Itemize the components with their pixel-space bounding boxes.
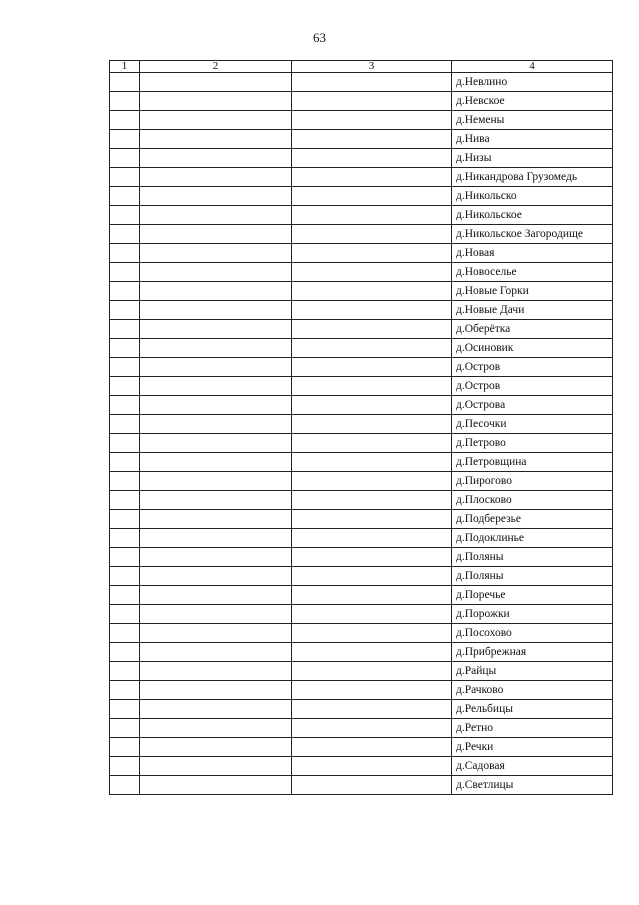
empty-cell-col-1: [110, 510, 140, 529]
empty-cell-col-3: [292, 73, 452, 92]
empty-cell-col-1: [110, 168, 140, 187]
empty-cell-col-3: [292, 320, 452, 339]
table-row: [110, 73, 613, 92]
settlement-name-cell: д.Петрово: [452, 434, 613, 453]
empty-cell-col-1: [110, 453, 140, 472]
empty-cell-col-1: [110, 206, 140, 225]
empty-cell-col-3: [292, 719, 452, 738]
settlement-name-cell: д.Подоклинье: [452, 529, 613, 548]
empty-cell-col-3: [292, 206, 452, 225]
empty-cell-col-1: [110, 662, 140, 681]
table-row: [110, 510, 613, 529]
empty-cell-col-3: [292, 567, 452, 586]
empty-cell-col-1: [110, 149, 140, 168]
empty-cell-col-2: [140, 73, 292, 92]
empty-cell-col-2: [140, 453, 292, 472]
empty-cell-col-3: [292, 605, 452, 624]
table-row: [110, 130, 613, 149]
empty-cell-col-1: [110, 225, 140, 244]
table-row: [110, 282, 613, 301]
empty-cell-col-2: [140, 586, 292, 605]
settlement-name-cell: д.Острова: [452, 396, 613, 415]
empty-cell-col-3: [292, 377, 452, 396]
table-row: [110, 187, 613, 206]
settlement-name-cell: д.Порожки: [452, 605, 613, 624]
settlement-name-cell: д.Поляны: [452, 567, 613, 586]
empty-cell-col-1: [110, 263, 140, 282]
empty-cell-col-2: [140, 130, 292, 149]
empty-cell-col-3: [292, 130, 452, 149]
empty-cell-col-3: [292, 149, 452, 168]
empty-cell-col-2: [140, 757, 292, 776]
empty-cell-col-3: [292, 548, 452, 567]
settlement-name-cell: д.Райцы: [452, 662, 613, 681]
settlement-name-cell: д.Невлино: [452, 73, 613, 92]
empty-cell-col-1: [110, 738, 140, 757]
empty-cell-col-2: [140, 719, 292, 738]
settlement-name-cell: д.Прибрежная: [452, 643, 613, 662]
empty-cell-col-1: [110, 301, 140, 320]
empty-cell-col-3: [292, 586, 452, 605]
empty-cell-col-2: [140, 776, 292, 795]
empty-cell-col-2: [140, 206, 292, 225]
table-row: [110, 681, 613, 700]
empty-cell-col-1: [110, 358, 140, 377]
empty-cell-col-2: [140, 358, 292, 377]
settlement-name-cell: д.Новоселье: [452, 263, 613, 282]
table-row: [110, 567, 613, 586]
settlement-name-cell: д.Никандрова Грузомедь: [452, 168, 613, 187]
table-row: [110, 643, 613, 662]
table-body: [110, 73, 613, 795]
table-row: [110, 719, 613, 738]
table-row: [110, 624, 613, 643]
table-row: [110, 738, 613, 757]
settlement-name-cell: д.Посохово: [452, 624, 613, 643]
settlement-name-cell: д.Никольско: [452, 187, 613, 206]
empty-cell-col-2: [140, 396, 292, 415]
table-row: [110, 225, 613, 244]
empty-cell-col-3: [292, 168, 452, 187]
empty-cell-col-1: [110, 434, 140, 453]
empty-cell-col-2: [140, 548, 292, 567]
table-row: [110, 757, 613, 776]
empty-cell-col-2: [140, 282, 292, 301]
empty-cell-col-1: [110, 624, 140, 643]
empty-cell-col-3: [292, 92, 452, 111]
empty-cell-col-2: [140, 681, 292, 700]
empty-cell-col-2: [140, 301, 292, 320]
column-header-2: 2: [140, 61, 292, 73]
empty-cell-col-3: [292, 757, 452, 776]
empty-cell-col-2: [140, 700, 292, 719]
empty-cell-col-1: [110, 73, 140, 92]
settlement-name-cell: д.Светлицы: [452, 776, 613, 795]
empty-cell-col-2: [140, 244, 292, 263]
empty-cell-col-2: [140, 187, 292, 206]
empty-cell-col-3: [292, 453, 452, 472]
table-row: [110, 396, 613, 415]
empty-cell-col-1: [110, 586, 140, 605]
empty-cell-col-1: [110, 396, 140, 415]
empty-cell-col-2: [140, 434, 292, 453]
empty-cell-col-1: [110, 605, 140, 624]
empty-cell-col-2: [140, 643, 292, 662]
empty-cell-col-2: [140, 339, 292, 358]
empty-cell-col-3: [292, 225, 452, 244]
empty-cell-col-1: [110, 282, 140, 301]
empty-cell-col-1: [110, 244, 140, 263]
column-header-3: 3: [292, 61, 452, 73]
empty-cell-col-2: [140, 529, 292, 548]
settlement-name-cell: д.Осиновик: [452, 339, 613, 358]
empty-cell-col-2: [140, 415, 292, 434]
empty-cell-col-1: [110, 130, 140, 149]
empty-cell-col-3: [292, 415, 452, 434]
settlement-name-cell: д.Новые Дачи: [452, 301, 613, 320]
table-row: [110, 320, 613, 339]
empty-cell-col-1: [110, 529, 140, 548]
empty-cell-col-3: [292, 301, 452, 320]
table-row: [110, 244, 613, 263]
empty-cell-col-2: [140, 168, 292, 187]
settlement-name-cell: д.Низы: [452, 149, 613, 168]
empty-cell-col-3: [292, 624, 452, 643]
empty-cell-col-1: [110, 339, 140, 358]
settlement-name-cell: д.Речки: [452, 738, 613, 757]
empty-cell-col-3: [292, 510, 452, 529]
empty-cell-col-3: [292, 643, 452, 662]
table-row: [110, 301, 613, 320]
table-row: [110, 434, 613, 453]
table-row: [110, 415, 613, 434]
settlement-name-cell: д.Нива: [452, 130, 613, 149]
empty-cell-col-1: [110, 320, 140, 339]
empty-cell-col-1: [110, 472, 140, 491]
settlement-name-cell: д.Новые Горки: [452, 282, 613, 301]
settlement-name-cell: д.Песочки: [452, 415, 613, 434]
empty-cell-col-3: [292, 681, 452, 700]
settlement-name-cell: д.Пирогово: [452, 472, 613, 491]
empty-cell-col-3: [292, 244, 452, 263]
empty-cell-col-3: [292, 282, 452, 301]
settlement-name-cell: д.Оберётка: [452, 320, 613, 339]
table-row: [110, 529, 613, 548]
empty-cell-col-1: [110, 548, 140, 567]
empty-cell-col-3: [292, 358, 452, 377]
settlement-name-cell: д.Плосково: [452, 491, 613, 510]
empty-cell-col-3: [292, 491, 452, 510]
empty-cell-col-2: [140, 111, 292, 130]
table-row: [110, 548, 613, 567]
table-row: [110, 377, 613, 396]
empty-cell-col-1: [110, 681, 140, 700]
table-row: [110, 263, 613, 282]
table-row: [110, 491, 613, 510]
empty-cell-col-3: [292, 339, 452, 358]
table-row: [110, 206, 613, 225]
empty-cell-col-2: [140, 320, 292, 339]
empty-cell-col-3: [292, 111, 452, 130]
header-row: [110, 61, 613, 73]
settlement-name-cell: д.Петровщина: [452, 453, 613, 472]
empty-cell-col-1: [110, 567, 140, 586]
settlement-name-cell: д.Подберезье: [452, 510, 613, 529]
table-header: [110, 61, 613, 73]
column-header-1: 1: [110, 61, 140, 73]
settlement-name-cell: д.Поляны: [452, 548, 613, 567]
table-row: [110, 586, 613, 605]
empty-cell-col-1: [110, 92, 140, 111]
empty-cell-col-1: [110, 187, 140, 206]
table-row: [110, 168, 613, 187]
empty-cell-col-1: [110, 757, 140, 776]
column-header-4: 4: [452, 61, 613, 73]
settlement-name-cell: д.Никольское: [452, 206, 613, 225]
settlement-name-cell: д.Невское: [452, 92, 613, 111]
empty-cell-col-3: [292, 472, 452, 491]
empty-cell-col-1: [110, 415, 140, 434]
empty-cell-col-1: [110, 719, 140, 738]
empty-cell-col-2: [140, 738, 292, 757]
page-number: 63: [313, 30, 326, 45]
empty-cell-col-3: [292, 263, 452, 282]
empty-cell-col-3: [292, 187, 452, 206]
settlement-name-cell: д.Рельбицы: [452, 700, 613, 719]
empty-cell-col-2: [140, 567, 292, 586]
empty-cell-col-2: [140, 92, 292, 111]
table-row: [110, 149, 613, 168]
settlement-name-cell: д.Рачково: [452, 681, 613, 700]
empty-cell-col-3: [292, 529, 452, 548]
settlement-name-cell: д.Садовая: [452, 757, 613, 776]
empty-cell-col-2: [140, 472, 292, 491]
empty-cell-col-3: [292, 700, 452, 719]
empty-cell-col-1: [110, 776, 140, 795]
empty-cell-col-2: [140, 510, 292, 529]
table-row: [110, 700, 613, 719]
empty-cell-col-3: [292, 738, 452, 757]
empty-cell-col-1: [110, 700, 140, 719]
settlement-name-cell: д.Поречье: [452, 586, 613, 605]
table-row: [110, 453, 613, 472]
empty-cell-col-2: [140, 624, 292, 643]
empty-cell-col-2: [140, 662, 292, 681]
empty-cell-col-3: [292, 776, 452, 795]
table-row: [110, 472, 613, 491]
settlement-name-cell: д.Ретно: [452, 719, 613, 738]
table-row: [110, 92, 613, 111]
settlement-name-cell: д.Остров: [452, 377, 613, 396]
empty-cell-col-2: [140, 377, 292, 396]
table-row: [110, 605, 613, 624]
empty-cell-col-3: [292, 662, 452, 681]
empty-cell-col-3: [292, 396, 452, 415]
settlement-name-cell: д.Никольское Загородище: [452, 225, 613, 244]
table-row: [110, 662, 613, 681]
empty-cell-col-2: [140, 491, 292, 510]
settlement-name-cell: д.Остров: [452, 358, 613, 377]
settlement-name-cell: д.Новая: [452, 244, 613, 263]
table-row: [110, 358, 613, 377]
settlements-table: [109, 60, 613, 795]
empty-cell-col-3: [292, 434, 452, 453]
empty-cell-col-1: [110, 643, 140, 662]
empty-cell-col-1: [110, 111, 140, 130]
empty-cell-col-2: [140, 263, 292, 282]
empty-cell-col-2: [140, 225, 292, 244]
empty-cell-col-2: [140, 149, 292, 168]
empty-cell-col-1: [110, 491, 140, 510]
table-row: [110, 111, 613, 130]
empty-cell-col-2: [140, 605, 292, 624]
empty-cell-col-1: [110, 377, 140, 396]
settlement-name-cell: д.Немены: [452, 111, 613, 130]
table-row: [110, 776, 613, 795]
table-row: [110, 339, 613, 358]
